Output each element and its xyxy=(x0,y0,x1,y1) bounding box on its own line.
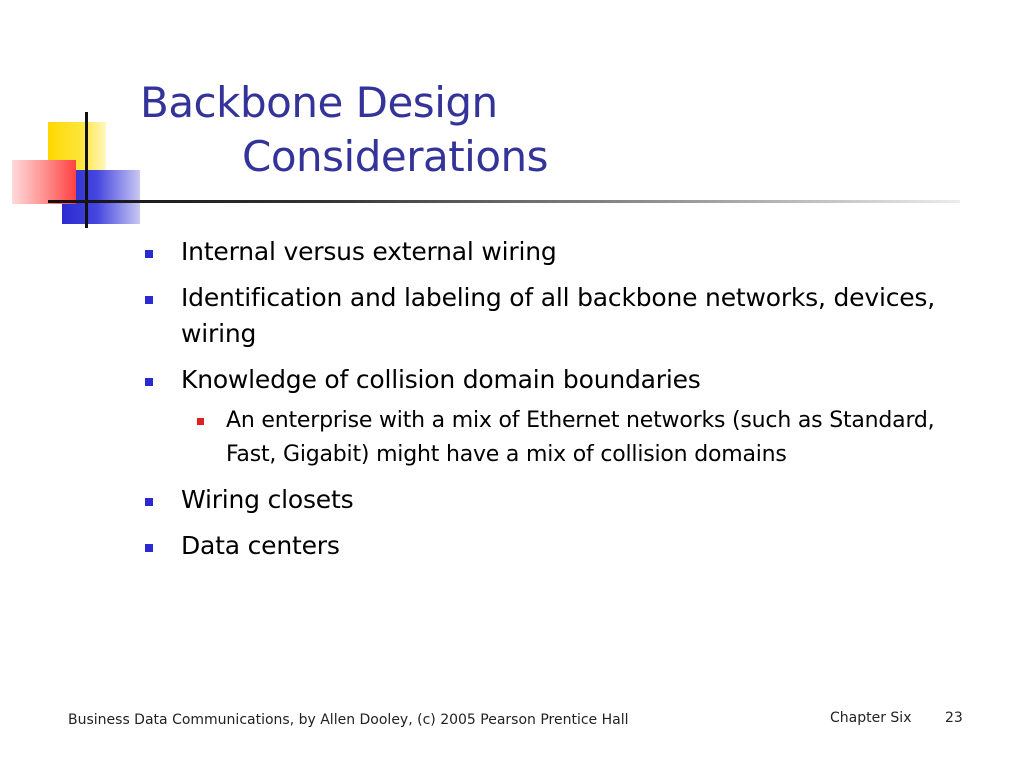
sub-bullet-text: An enterprise with a mix of Ethernet networks (such as Standard, Fast, Gigabit) might have a mix of collision domains xyxy=(226,408,935,467)
bullet-square-icon xyxy=(145,544,153,552)
footer-source: Business Data Communications, by Allen Dooley, (c) 2005 Pearson Prentice Hall xyxy=(68,712,629,728)
bullet-text: Internal versus external wiring xyxy=(181,237,557,266)
bullet-item xyxy=(140,280,940,352)
slide-title xyxy=(140,76,960,184)
title-divider-line xyxy=(48,200,960,203)
slide-title-line-2: Considerations xyxy=(242,132,549,181)
bullet-text: Wiring closets xyxy=(181,485,354,514)
bullet-item xyxy=(140,528,940,564)
bullet-list xyxy=(140,234,940,574)
decor-vertical-line xyxy=(85,112,88,228)
bullet-text: Data centers xyxy=(181,531,340,560)
sub-bullet-list xyxy=(181,404,940,472)
footer-chapter: Chapter Six xyxy=(830,710,912,726)
bullet-square-icon xyxy=(145,498,153,506)
bullet-square-icon xyxy=(145,378,153,386)
bullet-square-icon xyxy=(145,250,153,258)
sub-bullet-square-icon xyxy=(197,418,204,425)
bullet-text: Identification and labeling of all backbone networks, devices, wiring xyxy=(181,283,935,348)
bullet-square-icon xyxy=(145,296,153,304)
sub-bullet-item xyxy=(181,404,940,472)
bullet-item xyxy=(140,234,940,270)
bullet-text: Knowledge of collision domain boundaries xyxy=(181,365,701,394)
decor-red-square xyxy=(12,160,76,204)
bullet-item xyxy=(140,482,940,518)
bullet-item xyxy=(140,362,940,472)
slide-title-line-1: Backbone Design xyxy=(140,78,498,127)
footer-page-number: 23 xyxy=(945,710,963,726)
